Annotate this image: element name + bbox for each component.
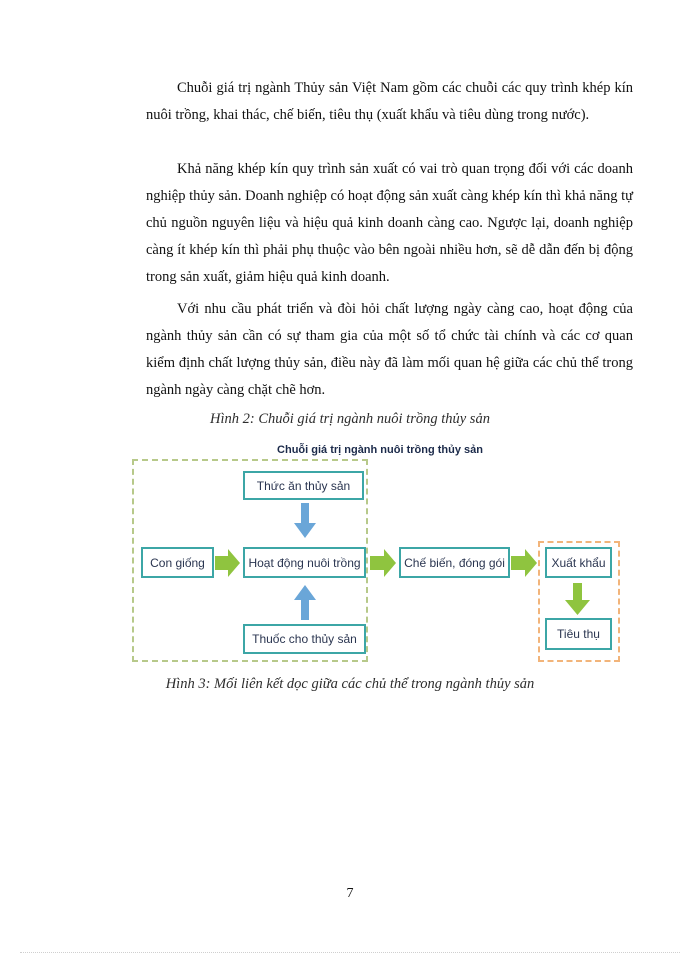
figure-3-caption: Hình 3: Mối liên kết dọc giữa các chủ thể trong ngành thủy sản <box>165 676 535 692</box>
box-export: Xuất khẩu <box>545 547 612 578</box>
paragraph-2: Khả năng khép kín quy trình sản xuất có vai trò quan trọng đối với các doanh nghiệp thủy sản. Doanh nghiệp có hoạt động sản xuất càng khép kín thì khả năng tự chủ nguồn nguyên liệu và hiệu quả kinh doanh càng cao. Ngược lại, doanh nghiệp càng ít khép kín thì phải phụ thuộc vào bên ngoài nhiều hơn, sẽ dễ dẫn đến bị động trong sản xuất, giảm hiệu quả kinh doanh. <box>146 161 633 285</box>
box-feed: Thức ăn thủy sản <box>243 471 364 500</box>
paragraph-3: Với nhu cầu phát triển và đòi hỏi chất lượng ngày càng cao, hoạt động của ngành thủy sản cần có sự tham gia của một số tổ chức tài chính và các cơ quan kiểm định chất lượng thủy sản, điều này đã làm mối quan hệ giữa các chủ thể trong ngành ngày càng chặt chẽ hơn. <box>146 301 633 398</box>
figure-2-caption: Hình 2: Chuỗi giá trị ngành nuôi trồng thủy sản <box>210 411 490 427</box>
paragraph-1: Chuỗi giá trị ngành Thủy sản Việt Nam gồm các chuỗi các quy trình khép kín nuôi trồng, khai thác, chế biến, tiêu thụ (xuất khẩu và tiêu dùng trong nước). <box>146 80 633 123</box>
diagram-title: Chuỗi giá trị ngành nuôi trồng thủy sản <box>277 444 483 456</box>
arrow-right-icon <box>370 549 396 577</box>
box-medicine: Thuốc cho thủy sản <box>243 624 366 654</box>
box-farming: Hoạt động nuôi trồng <box>243 547 366 578</box>
page-number: 7 <box>346 886 354 901</box>
footer-divider <box>20 952 680 953</box>
arrow-right-icon <box>511 549 537 577</box>
box-consumption: Tiêu thụ <box>545 618 612 650</box>
box-processing: Chế biến, đóng gói <box>399 547 510 578</box>
box-seed: Con giống <box>141 547 214 578</box>
